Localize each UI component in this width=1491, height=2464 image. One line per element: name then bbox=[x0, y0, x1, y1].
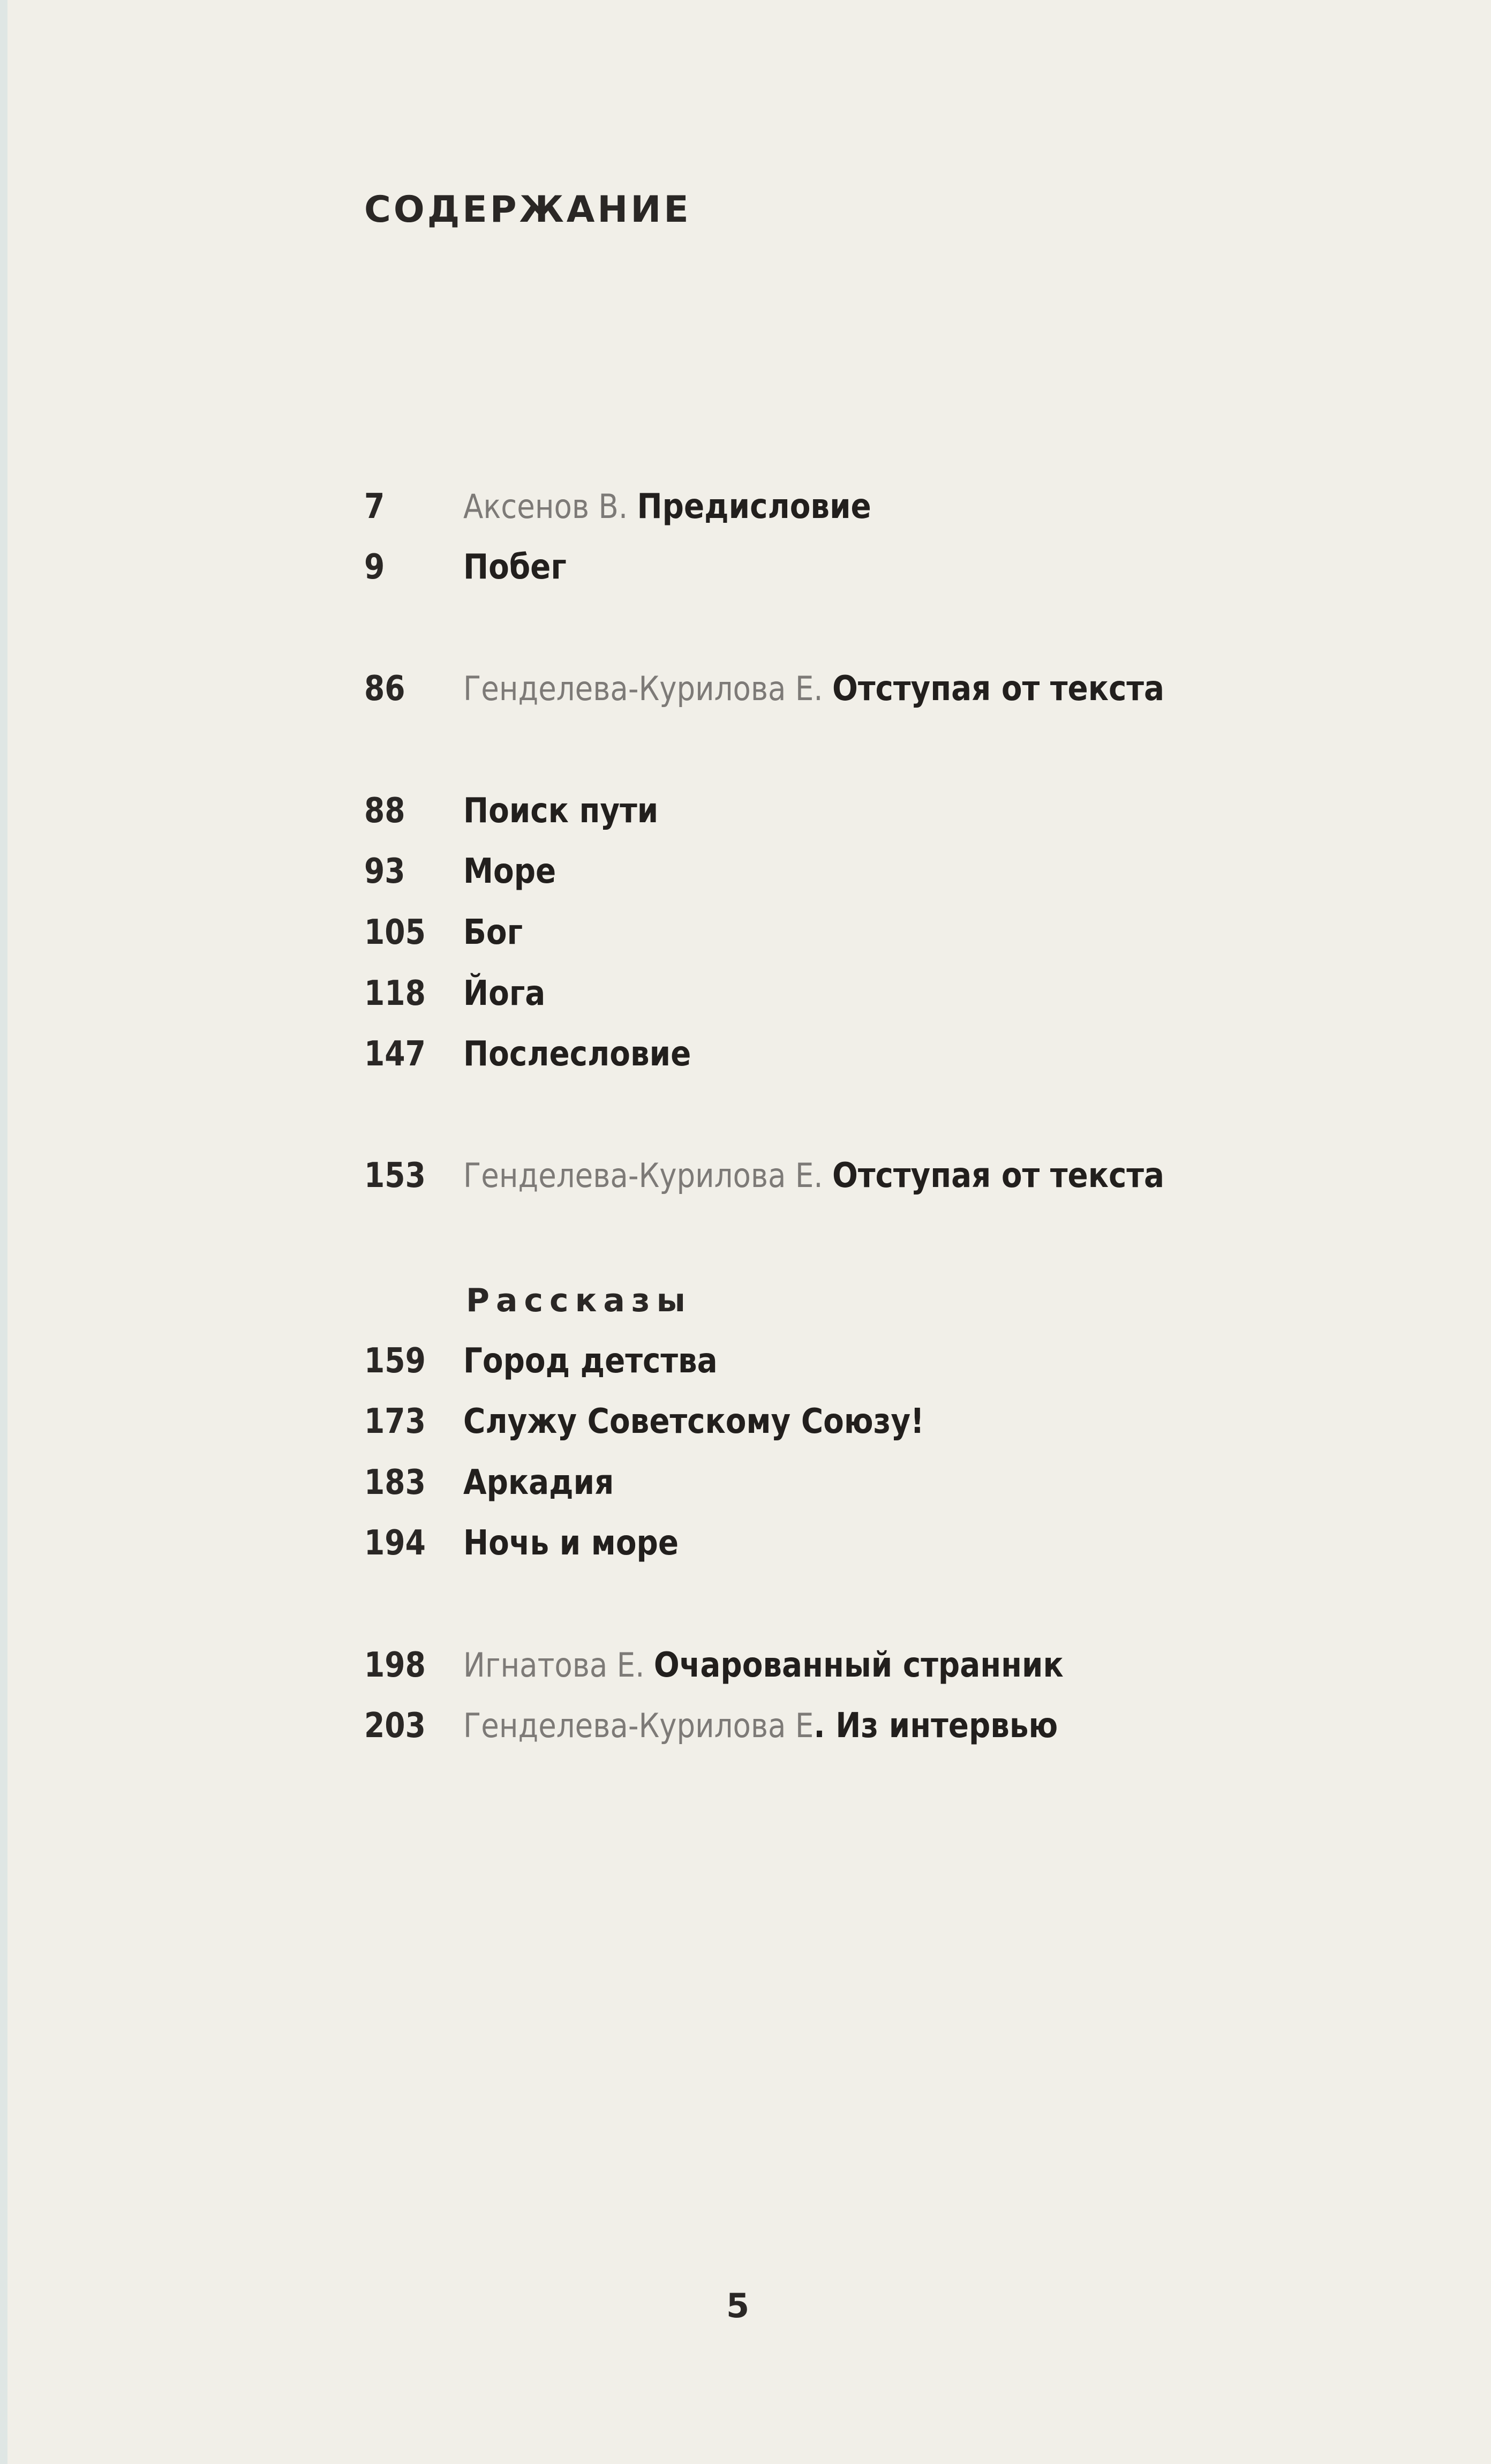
toc-entry[interactable] bbox=[364, 1152, 1260, 1200]
toc-entry[interactable] bbox=[364, 1459, 635, 1507]
entry-author: Генделева-Курилова Е. bbox=[463, 669, 832, 708]
entry-author: Игнатова Е. bbox=[463, 1646, 654, 1685]
page-title: СОДЕРЖАНИЕ bbox=[364, 189, 691, 231]
entry-title: Ночь и море bbox=[463, 1523, 679, 1563]
page-edge bbox=[0, 0, 7, 2464]
toc-entry[interactable] bbox=[364, 1030, 722, 1078]
entry-title: Предисловие bbox=[637, 487, 871, 527]
toc-entry[interactable] bbox=[364, 1519, 708, 1567]
page-number-ref: 194 bbox=[364, 1523, 426, 1563]
page-number-ref: 183 bbox=[364, 1463, 426, 1503]
page-number-ref: 86 bbox=[364, 669, 405, 709]
entry-title: Побег bbox=[463, 547, 567, 587]
page-number-ref: 105 bbox=[364, 913, 426, 952]
entry-title: Отступая от текста bbox=[832, 669, 1164, 709]
entry-author: Аксенов В. bbox=[463, 487, 637, 526]
section-label: Рассказы bbox=[466, 1282, 692, 1319]
entry-title: Послесловие bbox=[463, 1034, 691, 1074]
toc-entry[interactable] bbox=[364, 970, 556, 1018]
page-number-ref: 203 bbox=[364, 1706, 426, 1746]
entry-title: Бог bbox=[463, 913, 523, 952]
toc-entry[interactable] bbox=[364, 847, 569, 896]
toc-entry[interactable] bbox=[364, 1702, 1139, 1750]
page-number-ref: 93 bbox=[364, 852, 405, 891]
page-number-ref: 118 bbox=[364, 974, 426, 1013]
entry-title: Море bbox=[463, 852, 556, 891]
toc-entry[interactable] bbox=[364, 1398, 987, 1446]
page-number-ref: 153 bbox=[364, 1156, 426, 1196]
entry-author: Генделева-Курилова Е bbox=[463, 1706, 814, 1745]
toc-entry[interactable] bbox=[364, 1641, 1146, 1689]
entry-title: Служу Советскому Союзу! bbox=[463, 1402, 924, 1441]
page-number-ref: 198 bbox=[364, 1646, 426, 1685]
toc-entry[interactable] bbox=[364, 543, 581, 591]
entry-title: Город детства bbox=[463, 1341, 718, 1381]
entry-title: Отступая от текста bbox=[832, 1156, 1164, 1196]
toc-entry[interactable] bbox=[364, 908, 531, 957]
toc-entry[interactable] bbox=[364, 665, 1260, 713]
entry-author: Генделева-Курилова Е. bbox=[463, 1156, 832, 1195]
entry-title: Йога bbox=[463, 974, 546, 1013]
toc-entry[interactable] bbox=[364, 483, 927, 531]
entry-title: Очарованный странник bbox=[653, 1646, 1064, 1685]
toc-entry[interactable] bbox=[364, 787, 685, 835]
page-number-ref: 173 bbox=[364, 1402, 426, 1441]
page-number-ref: 7 bbox=[364, 487, 385, 527]
page-number-ref: 159 bbox=[364, 1341, 426, 1381]
page-number-ref: 9 bbox=[364, 547, 385, 587]
page-number-ref: 147 bbox=[364, 1034, 426, 1074]
entry-title: . Из интервью bbox=[814, 1706, 1058, 1746]
entry-title: Поиск пути bbox=[463, 791, 659, 831]
page-footer-number: 5 bbox=[726, 2286, 750, 2325]
entry-title: Аркадия bbox=[463, 1463, 614, 1503]
page-number-ref: 88 bbox=[364, 791, 405, 831]
toc-entry[interactable] bbox=[364, 1337, 752, 1385]
